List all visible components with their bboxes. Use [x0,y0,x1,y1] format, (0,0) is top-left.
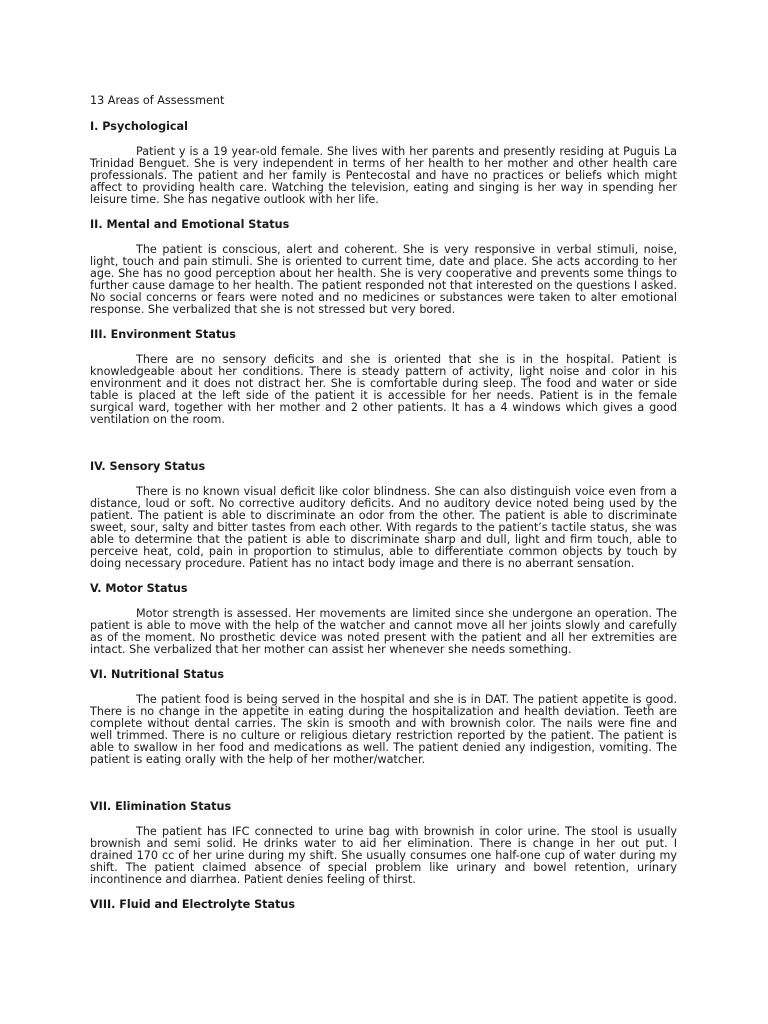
section-sensory [90,460,677,570]
section-paragraph: The patient is conscious, alert and coherent. She is very responsive in verbal stimuli, noise, light, touch and pain stimuli. She is oriented to current time, date and place. She acts according to her age. She has no good perception about her health. She is very cooperative and prevents some things to further cause damage to her health. The patient responded not that interested on the questions I asked. No social concerns or fears were noted and no medicines or substances were taken to alter emotional response. She verbalized that she is not stressed but very bored. [90,243,677,316]
section-heading: I. Psychological [90,120,188,133]
document-page [90,94,677,924]
section-psychological [90,120,677,206]
section-fluid-electrolyte [90,898,677,912]
section-heading: II. Mental and Emotional Status [90,218,290,231]
section-paragraph: The patient food is being served in the hospital and she is in DAT. The patient appetite is good. There is no change in the appetite in eating during the hospitalization and health deviation. Teeth are complete without dental carries. The skin is smooth and with brownish color. The nails were fine and well trimmed. There is no culture or religious dietary restriction reported by the patient. The patient is able to swallow in her food and medications as well. The patient denied any indigestion, vomiting. The patient is eating orally with the help of her mother/watcher. [90,693,677,766]
section-paragraph: Motor strength is assessed. Her movements are limited since she undergone an operation. The patient is able to move with the help of the watcher and cannot move all her joints slowly and carefully as of the moment. No prosthetic device was noted present with the patient and all her extremities are intact. She verbalized that her mother can assist her whenever she needs something. [90,607,677,656]
section-heading: VIII. Fluid and Electrolyte Status [90,898,296,911]
section-paragraph: Patient y is a 19 year-old female. She lives with her parents and presently residing at Puguis La Trinidad Benguet. She is very independent in terms of her health to her mother and other health care professionals. The patient and her family is Pentecostal and have no practices or beliefs which might affect to providing health care. Watching the television, eating and singing is her way in spending her leisure time. She has negative outlook with her life. [90,145,677,206]
section-paragraph: There is no known visual deficit like color blindness. She can also distinguish voice even from a distance, loud or soft. No corrective auditory deficits. And no auditory device noted being used by the patient. The patient is able to discriminate an odor from the other. The patient is able to discriminate sweet, sour, salty and bitter tastes from each other. With regards to the patient’s tactile status, she was able to determine that the patient is able to discriminate sharp and dull, light and firm touch, able to perceive heat, cold, pain in proportion to stimulus, able to differentiate common objects by touch by doing necessary procedure. Patient has no intact body image and there is no aberrant sensation. [90,485,677,570]
section-motor [90,582,677,656]
section-heading: V. Motor Status [90,582,188,595]
section-paragraph: There are no sensory deficits and she is oriented that she is in the hospital. Patient is knowledgeable about her conditions. There is steady pattern of activity, light noise and color in his environment and it does not distract her. She is comfortable during sleep. The food and water or side table is placed at the left side of the patient it is accessible for her needs. Patient is in the female surgical ward, together with her mother and 2 other patients. It has a 4 windows which gives a good ventilation on the room. [90,353,677,426]
section-nutritional [90,668,677,766]
section-environment [90,328,677,426]
section-heading: VII. Elimination Status [90,800,232,813]
section-paragraph: The patient has IFC connected to urine bag with brownish in color urine. The stool is usually brownish and semi solid. He drinks water to aid her elimination. There is change in her out put. I drained 170 cc of her urine during my shift. She usually consumes one half-one cup of water during my shift. The patient claimed absence of special problem like urinary and bowel retention, urinary incontinence and diarrhea. Patient denies feeling of thirst. [90,825,677,886]
section-mental-emotional [90,218,677,316]
document-title: 13 Areas of Assessment [90,94,225,107]
section-heading: IV. Sensory Status [90,460,206,473]
section-elimination [90,800,677,886]
section-heading: VI. Nutritional Status [90,668,225,681]
section-heading: III. Environment Status [90,328,236,341]
